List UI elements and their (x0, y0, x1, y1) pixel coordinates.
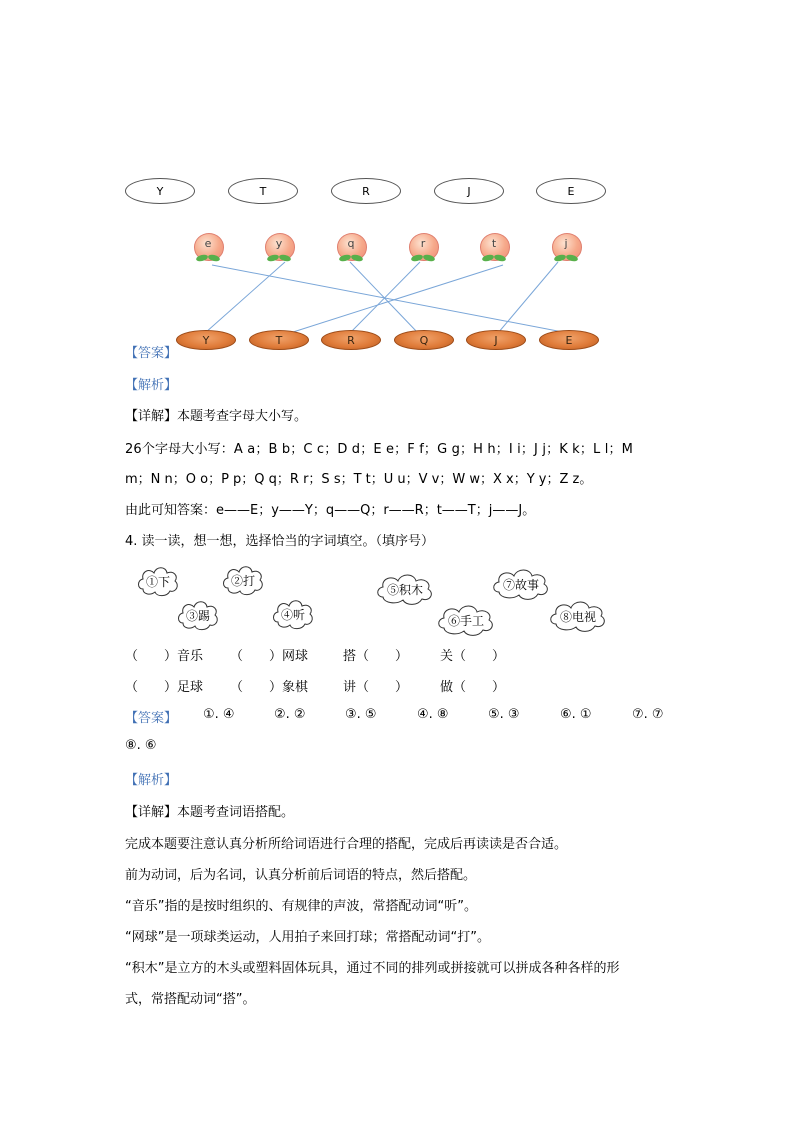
answer-item: ①. ④ (203, 707, 235, 722)
matching-lines (0, 0, 794, 360)
peach-label: j (564, 237, 568, 250)
paragraph: “音乐”指的是按时组织的、有规律的声波，常搭配动词“听”。 (125, 899, 477, 914)
word-cloud (435, 602, 497, 638)
word-cloud (175, 597, 221, 633)
fill-blank-item: 搭（ ） (343, 649, 409, 664)
fill-blank-item: （ ）象棋 (230, 680, 309, 695)
answer-item: ⑤. ③ (488, 707, 520, 722)
peach-label: y (275, 237, 283, 250)
peach-label: r (420, 237, 426, 250)
conclusion: 由此可知答案：e——E；y——Y；q——Q；r——R；t——T；j——J。 (125, 503, 536, 518)
peach-label: t (491, 237, 497, 250)
word-cloud (374, 571, 436, 607)
detail-tag: 【详解】 (125, 805, 178, 820)
analysis-tag: 【解析】 (125, 378, 178, 393)
paragraph: 完成本题要注意认真分析所给词语进行合理的搭配，完成后再读读是否合适。 (125, 837, 568, 852)
detail-tag: 【详解】 (125, 409, 178, 424)
plate: Y (176, 330, 236, 350)
plate: T (249, 330, 309, 350)
answer-item: ⑦. ⑦ (632, 707, 664, 722)
peach (480, 233, 510, 263)
paragraph: 式，常搭配动词“搭”。 (125, 992, 256, 1007)
cloud-label: ⑦故事 (502, 578, 539, 592)
fill-blank-item: 讲（ ） (343, 680, 409, 695)
question-4-title: 4. 读一读，想一想，选择恰当的字词填空。（填序号） (125, 534, 435, 549)
alphabet-line-1: 26个字母大小写：A a；B b；C c；D d；E e；F f；G g；H h；I i；J j；K k；L l；M (125, 442, 633, 457)
match-line-j-J (498, 262, 558, 333)
match-line-y-Y (205, 262, 285, 333)
alphabet-line-2: m；N n；O o；P p；Q q；R r；S s；T t；U u；V v；W w；X x；Y y；Z z。 (125, 472, 593, 487)
plate: E (539, 330, 599, 350)
letter-oval: T (228, 178, 298, 204)
detail-text: 本题考查字母大小写。 (177, 409, 308, 424)
paragraph: “积木”是立方的木头或塑料固体玩具，通过不同的排列或拼接就可以拼成各种各样的形 (125, 961, 620, 976)
letter-oval: J (434, 178, 504, 204)
detail-line (125, 405, 307, 424)
detail-text: 本题考查词语搭配。 (177, 805, 295, 820)
answer-tag: 【答案】 (125, 346, 178, 361)
plate: R (321, 330, 381, 350)
answer-item: ⑥. ① (560, 707, 592, 722)
peach (194, 233, 224, 263)
fill-blank-item: （ ）足球 (125, 680, 204, 695)
detail-line (125, 801, 294, 820)
plate: J (466, 330, 526, 350)
peach (552, 233, 582, 263)
analysis-tag: 【解析】 (125, 773, 178, 788)
answer-tag: 【答案】 (125, 711, 178, 726)
peach-label: q (347, 237, 355, 250)
paragraph: 前为动词，后为名词，认真分析前后词语的特点，然后搭配。 (125, 868, 477, 883)
cloud-label: ④听 (280, 608, 305, 622)
word-cloud (135, 563, 181, 599)
plate: Q (394, 330, 454, 350)
letter-oval: R (331, 178, 401, 204)
fill-blank-item: （ ）音乐 (125, 649, 204, 664)
peach-label: e (204, 237, 212, 250)
match-line-t-T (290, 265, 503, 333)
fill-blank-item: （ ）网球 (230, 649, 309, 664)
cloud-label: ③踢 (185, 609, 210, 623)
cloud-label: ⑥手工 (447, 614, 484, 628)
fill-blank-item: 关（ ） (440, 649, 506, 664)
peach (409, 233, 439, 263)
word-cloud (547, 598, 609, 634)
paragraph: “网球”是一项球类运动，人用拍子来回打球；常搭配动词“打”。 (125, 930, 490, 945)
word-cloud (490, 566, 552, 602)
fill-blank-item: 做（ ） (440, 680, 506, 695)
match-line-e-E (212, 265, 568, 333)
answer-item: ②. ② (274, 707, 306, 722)
cloud-label: ①下 (145, 575, 170, 589)
cloud-label: ⑧电视 (559, 610, 596, 624)
answer-item-last: ⑧. ⑥ (125, 738, 157, 753)
answer-item: ③. ⑤ (345, 707, 377, 722)
cloud-label: ⑤积木 (386, 583, 423, 597)
cloud-label: ②打 (230, 574, 255, 588)
letter-oval: E (536, 178, 606, 204)
peach (337, 233, 367, 263)
answer-item: ④. ⑧ (417, 707, 449, 722)
word-cloud (270, 596, 316, 632)
word-cloud (220, 562, 266, 598)
letter-oval: Y (125, 178, 195, 204)
peach (265, 233, 295, 263)
